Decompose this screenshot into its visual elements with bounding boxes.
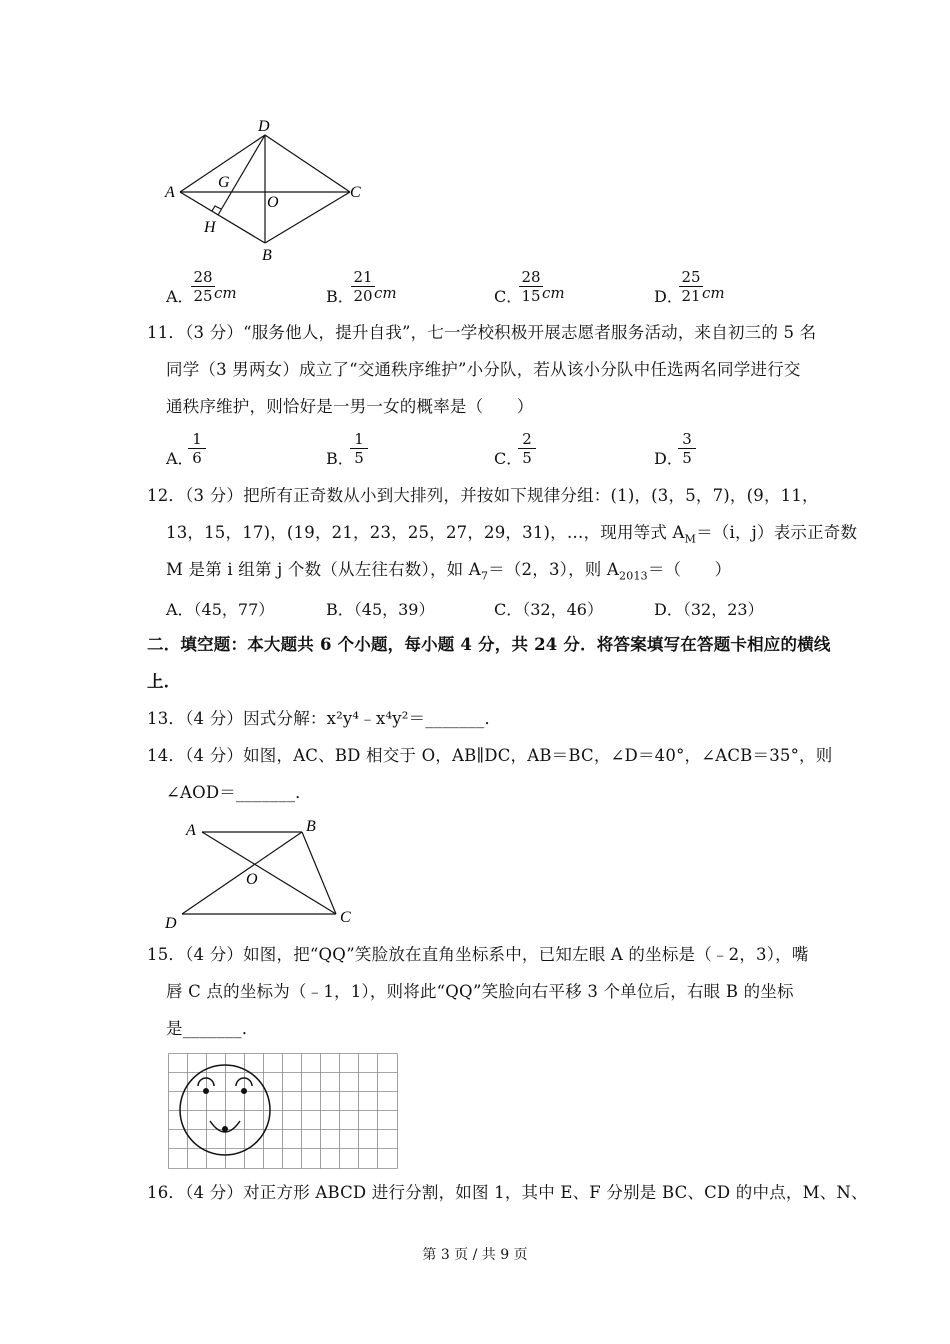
q12-option-c: C．（32，46）: [494, 600, 603, 619]
left-eye-a: [203, 1088, 209, 1094]
q11-option-d-den: 5: [682, 449, 692, 467]
q11-option-a-letter: A．: [166, 449, 194, 468]
label-b: B: [262, 247, 272, 264]
label-a: A: [165, 184, 175, 201]
q10-option-d-fraction: [679, 268, 703, 305]
q11-option-c-letter: C．: [494, 449, 523, 468]
q10-option-b-unit: cm: [374, 284, 397, 302]
segment-bc: [302, 832, 336, 914]
q11-option-a-fraction: [188, 430, 206, 467]
face-outline: [180, 1065, 270, 1155]
q11-line-1: 11．（3 分）“服务他人，提升自我”，七一学校积极开展志愿者服务活动，来自初三的 5 名: [147, 323, 817, 342]
right-eye-b: [241, 1088, 247, 1094]
q11-option-c-num: 2: [518, 430, 536, 449]
q10-option-d-num: 25: [679, 268, 703, 287]
right-angle-mark: [212, 206, 221, 211]
q10-option-c-den: 15: [521, 287, 541, 305]
q10-option-b-fraction: [351, 268, 375, 305]
q10-option-d-unit: cm: [702, 284, 725, 302]
q15-line-2: 唇 C 点的坐标为（﹣1，1），则将此“QQ”笑脸向右平移 3 个单位后，右眼 B 的坐标: [166, 982, 794, 1001]
label-a: A: [186, 822, 196, 839]
label-h: H: [204, 219, 216, 236]
q13-text: 13．（4 分）因式分解：x²y⁴﹣x⁴y²＝_______．: [147, 709, 502, 728]
q12-line-3: [166, 559, 731, 587]
label-c: C: [350, 184, 361, 201]
q15-line-1: 15．（4 分）如图，把“QQ”笑脸放在直角坐标系中，已知左眼 A 的坐标是（﹣2，3），嘴: [147, 945, 809, 964]
q11-option-c-den: 5: [522, 449, 532, 467]
q11-option-d-fraction: [678, 430, 696, 467]
section-2-heading: 二．填空题：本大题共 6 个小题，每小题 4 分，共 24 分．将答案填写在答题卡相应的横线: [147, 635, 831, 654]
q10-option-c-unit: cm: [542, 284, 565, 302]
label-o: O: [246, 871, 258, 888]
q11-line-2: 同学（3 男两女）成立了“交通秩序维护”小分队，若从该小分队中任选两名同学进行交: [166, 360, 801, 379]
q12-line-3-sub1: 7: [480, 569, 489, 583]
q12-line-1: 12．（3 分）把所有正奇数从小到大排列，并按如下规律分组：(1)，(3，5，7)，(9，11，: [147, 486, 819, 505]
right-eyebrow: [236, 1078, 252, 1086]
label-b: B: [306, 818, 316, 835]
q10-option-a-unit: cm: [214, 284, 237, 302]
q12-line-3-text: M 是第 i 组第 j 个数（从左往右数），如 A: [166, 560, 481, 579]
q10-option-b-den: 20: [353, 287, 373, 305]
label-o: O: [267, 194, 279, 211]
q11-option-c-fraction: [518, 430, 536, 467]
q12-option-a: A．（45，77）: [166, 600, 275, 619]
label-c: C: [340, 909, 351, 926]
q10-option-c-fraction: [519, 268, 543, 305]
q11-option-b-letter: B．: [326, 449, 354, 468]
smiley-grid-figure: [168, 1053, 400, 1169]
left-eyebrow: [198, 1078, 214, 1086]
section-2-heading-cont: 上．: [147, 672, 181, 691]
q14-line-1: 14．（4 分）如图，AC、BD 相交于 O，AB∥DC，AB＝BC，∠D＝40°，∠ACB＝35°，则: [147, 746, 833, 765]
q12-line-3-sub2: 2013: [619, 569, 648, 583]
segment-bd: [182, 832, 302, 914]
q10-option-d-letter: D．: [654, 287, 683, 306]
q12-line-3-rest: ＝（ ）: [647, 560, 732, 579]
q15-line-3: 是_______．: [166, 1019, 259, 1038]
label-d: D: [258, 118, 270, 135]
q10-option-a-letter: A．: [166, 287, 194, 306]
q12-line-2-text: 13，15，17)，(19，21，23，25，27，29，31)，…，现用等式 A: [166, 523, 685, 542]
q14-line-2: ∠AOD＝_______．: [166, 783, 312, 802]
q10-option-b-num: 21: [351, 268, 375, 287]
q12-line-2-sub: M: [684, 532, 697, 546]
q11-option-a-den: 6: [192, 449, 202, 467]
label-g: G: [218, 174, 230, 191]
q10-option-d-den: 21: [681, 287, 701, 305]
q10-option-a-num: 28: [191, 268, 215, 287]
edge-dc: [265, 135, 350, 192]
q12-line-3-mid: ＝（2，3），则 A: [488, 560, 620, 579]
trapezoid-figure: [160, 815, 360, 935]
q10-option-c-letter: C．: [494, 287, 523, 306]
q12-option-d: D．（32，23）: [654, 600, 764, 619]
q12-line-2-rest: ＝（i，j）表示正奇数: [696, 523, 858, 542]
page-footer: 第 3 页 / 共 9 页: [422, 1247, 528, 1263]
q10-option-a-den: 25: [193, 287, 213, 305]
q11-line-3: 通秩序维护，则恰好是一男一女的概率是（ ）: [166, 397, 534, 416]
q11-option-b-num: 1: [350, 430, 368, 449]
q11-option-d-num: 3: [678, 430, 696, 449]
q10-option-a-fraction: [191, 268, 215, 305]
q11-option-d-letter: D．: [654, 449, 683, 468]
q11-option-b-fraction: [350, 430, 368, 467]
q11-option-a-num: 1: [188, 430, 206, 449]
segment-ac: [202, 832, 336, 914]
q11-option-b-den: 5: [354, 449, 364, 467]
label-d: D: [165, 915, 177, 932]
mouth-point-c: [222, 1126, 228, 1132]
q10-option-b-letter: B．: [326, 287, 354, 306]
q16-line-1: 16．（4 分）对正方形 ABCD 进行分割，如图 1，其中 E、F 分别是 BC、CD 的中点，M、N、: [147, 1183, 868, 1202]
rhombus-figure: [160, 115, 370, 265]
q12-line-2: [166, 522, 857, 550]
edge-ba: [180, 192, 265, 243]
q12-option-b: B．（45，39）: [326, 600, 435, 619]
q10-option-c-num: 28: [519, 268, 543, 287]
